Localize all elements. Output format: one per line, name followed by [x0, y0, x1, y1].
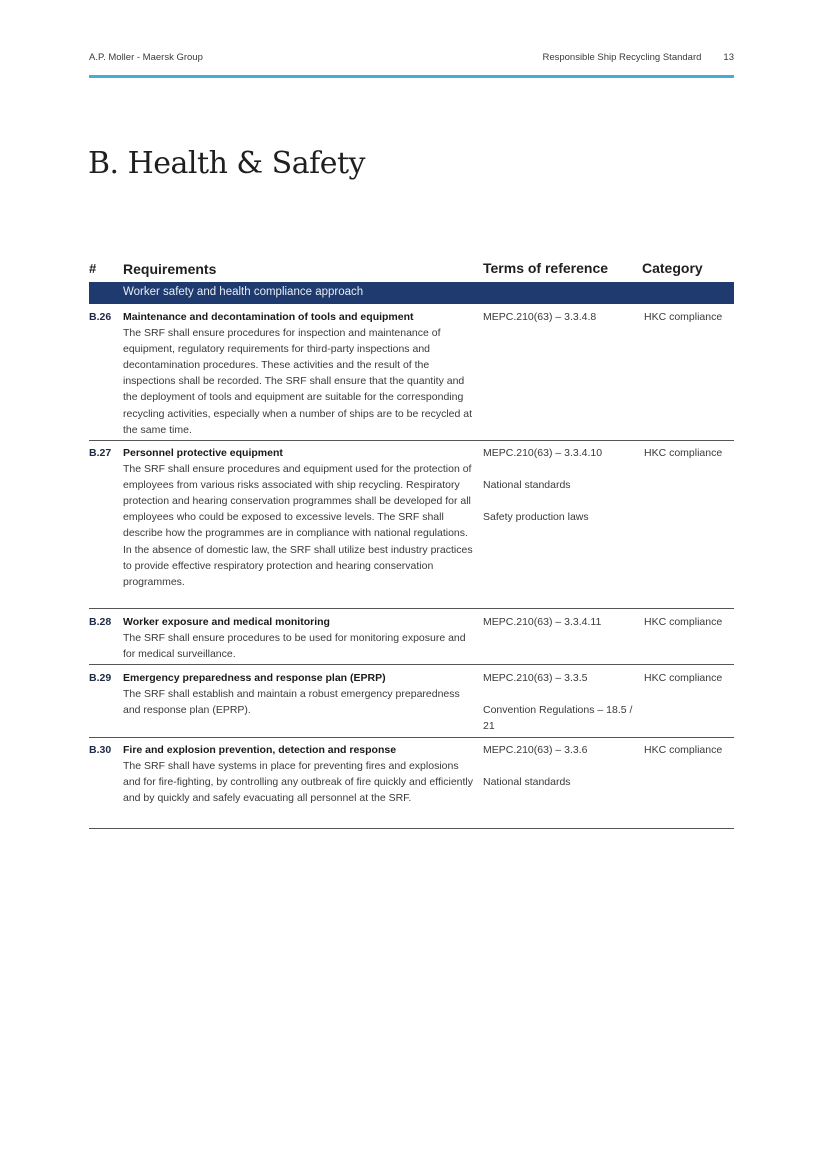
header-standard-name: Responsible Ship Recycling Standard: [542, 52, 702, 63]
reference-item: Convention Regulations – 18.5 / 21: [483, 704, 633, 733]
page-title: B. Health & Safety: [88, 146, 365, 181]
requirement-number: B.27: [89, 447, 112, 459]
reference-item: National standards: [483, 776, 571, 789]
requirement-body: The SRF shall ensure procedures to be used for monitoring exposure and for medical surveillance.: [123, 632, 466, 661]
table-row: [89, 614, 734, 665]
terms-of-reference-cell: [483, 614, 633, 646]
header-document-title: [542, 52, 734, 63]
reference-item: MEPC.210(63) – 3.3.4.8: [483, 311, 597, 323]
running-header: [89, 52, 734, 66]
category-cell: HKC compliance: [644, 672, 723, 684]
reference-item: MEPC.210(63) – 3.3.5: [483, 672, 588, 684]
category-cell: HKC compliance: [644, 311, 723, 323]
category-cell: HKC compliance: [644, 447, 723, 459]
table-row: [89, 670, 734, 738]
terms-of-reference-cell: [483, 309, 633, 341]
requirement-body: The SRF shall ensure procedures for inspection and maintenance of equipment, regulatory requirements for third-party inspections and decontamination procedures. These activities and the result of the inspections shall be recorded. The SRF shall ensure that the quantity and the deployment of tools and equipment are suitable for the corresponding recycling activities, especially when a number of ships are to be recycled at the same time.: [123, 327, 473, 436]
requirement-number: B.30: [89, 744, 112, 756]
terms-of-reference-cell: [483, 742, 633, 806]
table-row: [89, 445, 734, 609]
column-header-requirements: Requirements: [123, 261, 217, 277]
reference-item: Safety production laws: [483, 511, 589, 524]
header-rule: [89, 75, 734, 78]
requirement-cell: [123, 670, 473, 718]
section-heading: Worker safety and health compliance approach: [123, 286, 364, 298]
requirement-cell: [123, 614, 473, 662]
requirement-title: Worker exposure and medical monitoring: [123, 616, 330, 628]
requirement-title: Personnel protective equipment: [123, 447, 283, 459]
requirement-title: Emergency preparedness and response plan (EPRP): [123, 672, 386, 684]
terms-of-reference-cell: [483, 445, 633, 541]
requirement-cell: [123, 445, 473, 590]
header-company: A.P. Moller - Maersk Group: [89, 52, 203, 63]
reference-item: MEPC.210(63) – 3.3.6: [483, 744, 588, 756]
terms-of-reference-cell: [483, 670, 633, 750]
requirement-number: B.26: [89, 311, 112, 323]
requirement-body: The SRF shall ensure procedures and equipment used for the protection of employees from various risks associated with ship recycling. Respiratory protection and hearing conservation programmes shall be developed for all employees who could be exposed to excessive levels. The SRF shall describe how the programmes are in compliance with national regulations. In the absence of domestic law, the SRF shall utilize best industry practices to provide effective respiratory protection and hearing conservation programmes.: [123, 463, 473, 588]
category-cell: HKC compliance: [644, 616, 723, 628]
requirement-title: Fire and explosion prevention, detection and response: [123, 744, 397, 756]
requirement-number: B.29: [89, 672, 112, 684]
requirement-title: Maintenance and decontamination of tools and equipment: [123, 311, 414, 323]
reference-item: National standards: [483, 479, 571, 492]
column-header-terms-of-reference: Terms of reference: [483, 260, 609, 276]
requirement-number: B.28: [89, 616, 112, 628]
section-heading-bar: [89, 282, 734, 304]
page-number: 13: [723, 52, 734, 63]
column-header-category: Category: [642, 260, 703, 276]
table-header: [89, 258, 734, 280]
column-header-number: #: [89, 261, 97, 276]
table-row: [89, 742, 734, 829]
requirement-body: The SRF shall have systems in place for preventing fires and explosions and for fire-fighting, by controlling any outbreak of fire quickly and efficiently and by quickly and safely evacuating all personnel at the SRF.: [123, 760, 473, 805]
requirement-cell: [123, 309, 473, 438]
requirement-cell: [123, 742, 473, 806]
reference-item: MEPC.210(63) – 3.3.4.11: [483, 616, 602, 628]
table-row: [89, 309, 734, 441]
requirement-body: The SRF shall establish and maintain a robust emergency preparedness and response plan (EPRP).: [123, 688, 460, 717]
category-cell: HKC compliance: [644, 744, 723, 756]
reference-item: MEPC.210(63) – 3.3.4.10: [483, 447, 603, 459]
